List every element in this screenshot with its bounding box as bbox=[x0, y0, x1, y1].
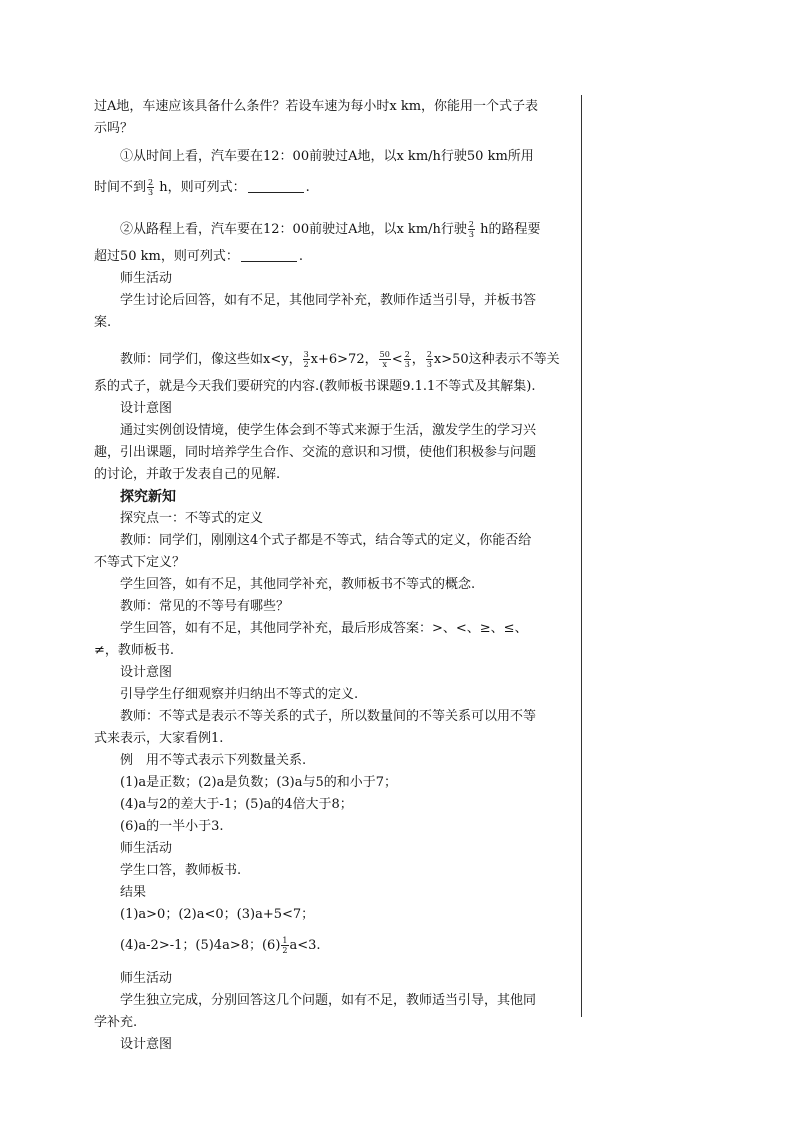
fraction-fifty-over-x: $\frac{50}{x}$ bbox=[379, 350, 390, 369]
section-label: 师生活动 bbox=[120, 971, 173, 986]
document-body bbox=[94, 96, 578, 1056]
fraction-one-half: $\frac{1}{2}$ bbox=[282, 936, 288, 955]
fraction-two-thirds: $\frac{2}{3}$ bbox=[468, 220, 474, 239]
text-line: 系的式子，就是今天我们要研究的内容.(教师板书课题9.1.1不等式及其解集). bbox=[94, 379, 536, 394]
text-line: 学生独立完成，分别回答这几个问题，如有不足，教师适当引导，其他同 bbox=[120, 993, 537, 1008]
section-label: 设计意图 bbox=[120, 665, 173, 680]
text-line: 学生回答，如有不足，其他同学补充，教师板书不等式的概念. bbox=[120, 577, 476, 592]
text-line: 教师：同学们，刚刚这4个式子都是不等式，结合等式的定义，你能否给 bbox=[120, 533, 532, 548]
text-line: 教师：常见的不等号有哪些？ bbox=[120, 599, 290, 614]
text-fragment: ②从路程上看，汽车要在12：00前驶过A地，以x km/h行驶 bbox=[120, 222, 467, 237]
text-line: 式来表示，大家看例1. bbox=[94, 731, 224, 746]
text-fragment: h，则可列式： bbox=[159, 180, 246, 195]
text-line: 学补充. bbox=[94, 1015, 138, 1030]
text-line: ≠，教师板书. bbox=[94, 643, 175, 658]
answer-blank bbox=[241, 247, 297, 262]
answer-blank bbox=[248, 178, 304, 193]
section-label: 师生活动 bbox=[120, 271, 173, 286]
text-line: ①从时间上看，汽车要在12：00前驶过A地，以x km/h行驶50 km所用 bbox=[120, 149, 534, 164]
text-line: 的讨论，并敢于发表自己的见解. bbox=[94, 467, 281, 482]
text-line: 过A地，车速应该具备什么条件？若设车速为每小时x km，你能用一个式子表 bbox=[94, 99, 539, 114]
text-line: 探究点一：不等式的定义 bbox=[120, 511, 264, 526]
text-line: (1)a>0；(2)a<0；(3)a+5<7； bbox=[120, 907, 315, 922]
section-label: 结果 bbox=[120, 885, 147, 900]
text-line: 例 用不等式表示下列数量关系. bbox=[120, 753, 307, 768]
section-heading: 探究新知 bbox=[120, 489, 176, 505]
text-line: 案. bbox=[94, 315, 112, 330]
text-line-distance bbox=[94, 210, 578, 246]
text-line: 引导学生仔细观察并归纳出不等式的定义. bbox=[120, 687, 359, 702]
section-label: 设计意图 bbox=[120, 1037, 173, 1052]
text-line: 学生口答，教师板书. bbox=[120, 863, 242, 878]
table-border-right bbox=[581, 95, 582, 1017]
text-line: 通过实例创设情境，使学生体会到不等式来源于生活，激发学生的学习兴 bbox=[120, 423, 537, 438]
text-line: 学生回答，如有不足，其他同学补充，最后形成答案：>、<、≥、≤、 bbox=[120, 621, 528, 636]
section-label: 设计意图 bbox=[120, 401, 173, 416]
text-line-results: (4)a-2>-1；(5)4a>8；(6) $\frac{1}{2}$ a<3. bbox=[120, 936, 321, 955]
fraction-two-thirds: $\frac{2}{3}$ bbox=[148, 178, 154, 197]
text-line: 示吗？ bbox=[94, 121, 134, 136]
text-fragment: h的路程要 bbox=[480, 222, 541, 237]
text-line: 超过50 km，则可列式： . bbox=[94, 249, 304, 264]
text-line: 教师：不等式是表示不等关系的式子，所以数量间的不等关系可以用不等 bbox=[120, 709, 537, 724]
text-line: (6)a的一半小于3. bbox=[120, 819, 224, 834]
text-fragment: 时间不到 bbox=[94, 180, 147, 195]
text-line: 不等式下定义？ bbox=[94, 555, 186, 570]
text-line: (1)a是正数；(2)a是负数；(3)a与5的和小于7； bbox=[120, 775, 398, 790]
fraction-two-thirds: $\frac{2}{3}$ bbox=[404, 350, 410, 369]
text-line: (4)a与2的差大于-1；(5)a的4倍大于8； bbox=[120, 797, 353, 812]
text-line-time: 时间不到 $\frac{2}{3}$ h，则可列式： . bbox=[94, 178, 310, 197]
text-line: 趣，引出课题，同时培养学生合作、交流的意识和习惯，使他们积极参与问题 bbox=[94, 445, 537, 460]
section-label: 师生活动 bbox=[120, 841, 173, 856]
fraction-three-halves: $\frac{3}{2}$ bbox=[303, 350, 309, 369]
text-line-examples: 教师：同学们，像这些如x<y， $\frac{3}{2}$ x+6>72， $\frac{50}{x}$ < $\frac{2}{3}$ ， $\frac{2}{3}$ x>50这种表示不等关 bbox=[120, 350, 560, 369]
text-line: 学生讨论后回答，如有不足，其他同学补充，教师作适当引导，并板书答 bbox=[120, 293, 537, 308]
fraction-two-thirds: $\frac{2}{3}$ bbox=[426, 350, 432, 369]
